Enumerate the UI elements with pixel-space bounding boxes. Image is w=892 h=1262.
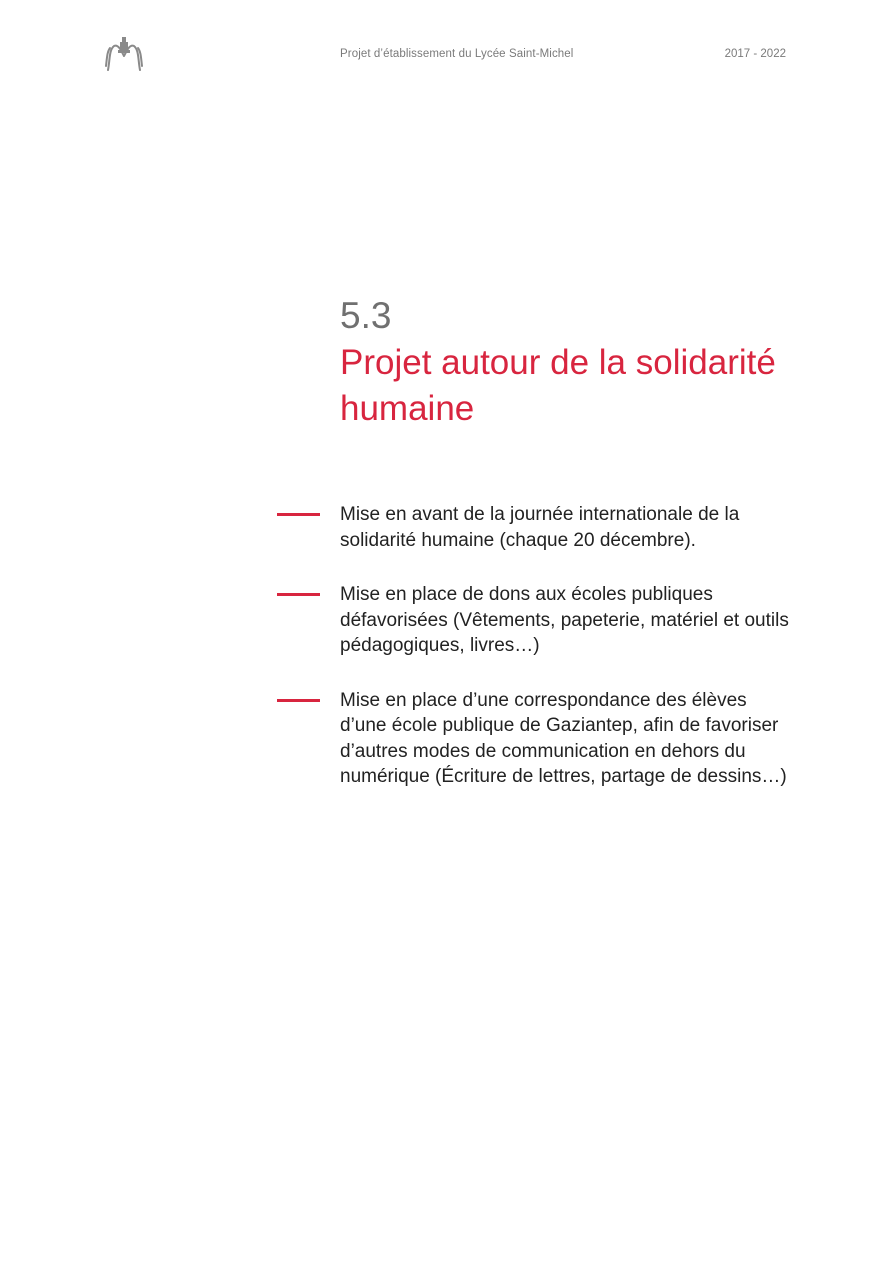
list-item-text: Mise en avant de la journée internationale de la solidarité humaine (chaque 20 décembre). (340, 504, 740, 551)
header-years: 2017 - 2022 (724, 48, 786, 60)
list-item (0, 688, 792, 790)
dash-bullet-icon (277, 513, 320, 516)
list-item-text: Mise en place de dons aux écoles publiques défavorisées (Vêtements, papeterie, matériel et outils pédagogiques, livres…) (340, 584, 789, 656)
list-item (0, 502, 792, 553)
list-item-text: Mise en place d’une correspondance des élèves d’une école publique de Gaziantep, afin de favoriser d’autres modes de communication en dehors du numérique (Écriture de lettres, partage de dessins…) (340, 689, 787, 787)
dash-bullet-icon (277, 593, 320, 596)
bullet-list (0, 502, 892, 819)
lycee-saint-michel-logo-icon (104, 36, 144, 72)
dash-bullet-icon (277, 699, 320, 702)
header-document-title: Projet d’établissement du Lycée Saint-Michel (340, 48, 574, 60)
section-title: Projet autour de la solidarité humaine (340, 343, 776, 428)
section-number: 5.3 (340, 295, 392, 336)
list-item (0, 582, 792, 659)
